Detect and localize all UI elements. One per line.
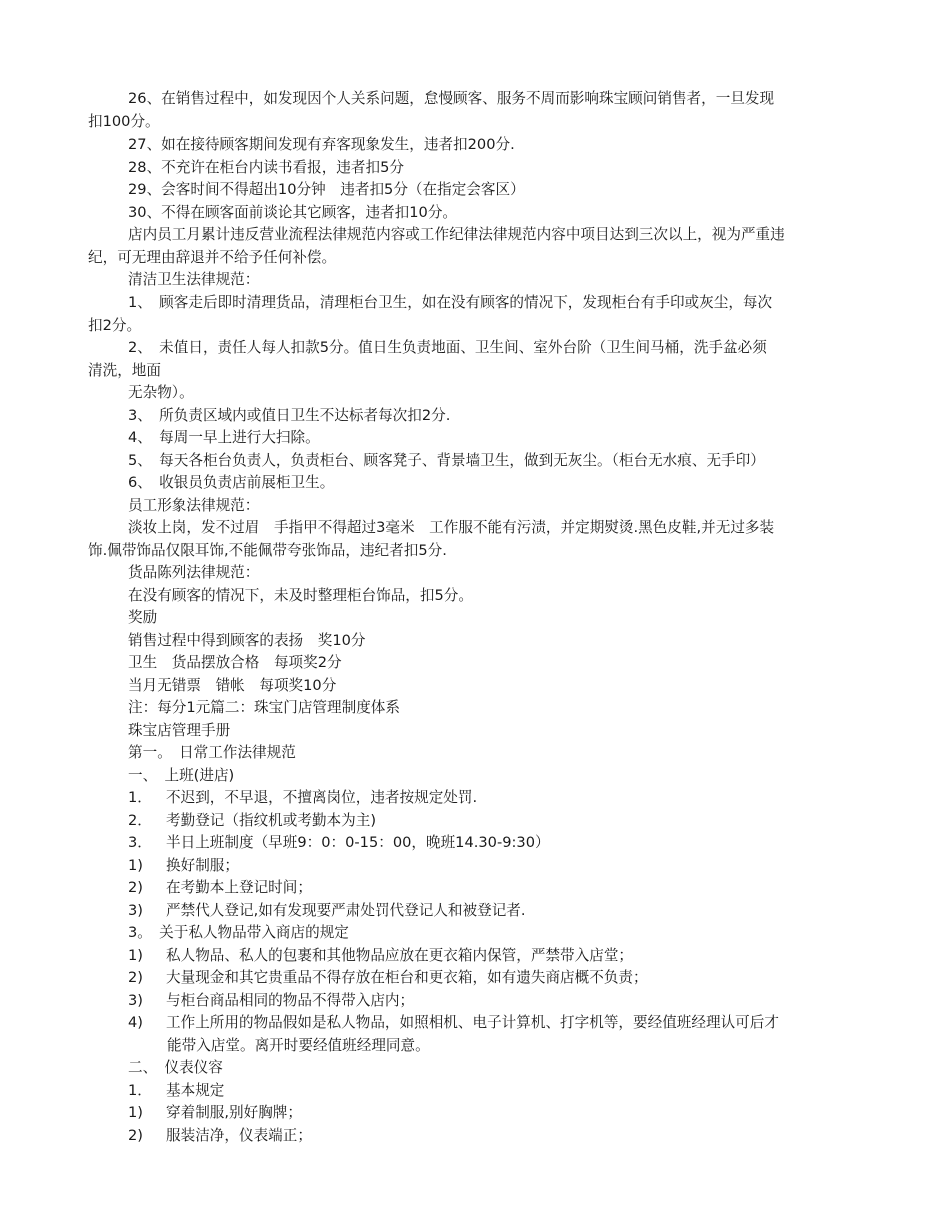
- list-text: 严禁代人登记,如有发现要严肃处罚代登记人和被登记者.: [166, 902, 526, 919]
- list-number: 1): [128, 857, 143, 874]
- list-item: [128, 1012, 908, 1034]
- list-number: 1．: [128, 789, 152, 806]
- list-item: [128, 1125, 908, 1147]
- text-line: 饰.佩带饰品仅限耳饰,不能佩带夸张饰品，违纪者扣5分.: [88, 542, 447, 559]
- list-text: 换好制服；: [166, 857, 239, 874]
- list-number: 2): [128, 969, 143, 986]
- list-item: [128, 810, 908, 832]
- text-line: 卫生 货品摆放合格 每项奖2分: [128, 654, 342, 671]
- text-line: 扣100分。: [88, 113, 160, 130]
- list-number: 3): [128, 992, 143, 1009]
- list-item: [128, 945, 908, 967]
- list-text: 工作上所用的物品假如是私人物品，如照相机、电子计算机、打字机等，要经值班经理认可后才: [166, 1014, 779, 1031]
- text-line: 26、在销售过程中，如发现因个人关系问题，怠慢顾客、服务不周而影响珠宝顾问销售者，一旦发现: [128, 90, 775, 107]
- list-item: [128, 787, 908, 809]
- section-heading: 员工形象法律规范：: [128, 497, 260, 514]
- list-number: 2): [128, 879, 143, 896]
- list-number: 1): [128, 947, 143, 964]
- list-item: [128, 877, 908, 899]
- list-number: 3．: [128, 834, 152, 851]
- list-number: 2．: [128, 812, 152, 829]
- text-line: 店内员工月累计违反营业流程法律规范内容或工作纪律法律规范内容中项目达到三次以上，视为严重违: [128, 226, 785, 243]
- section-heading: 货品陈列法律规范：: [128, 564, 260, 581]
- text-line: 3、 所负责区域内或值日卫生不达标者每次扣2分.: [128, 407, 451, 424]
- list-item: [128, 900, 908, 922]
- list-item: [128, 967, 908, 989]
- text-line: 淡妆上岗，发不过眉 手指甲不得超过3毫米 工作服不能有污渍，并定期熨烫.黑色皮鞋,并无过多装: [128, 519, 775, 536]
- list-text: 基本规定: [166, 1082, 225, 1099]
- list-number: 2): [128, 1127, 143, 1144]
- text-line: 1、 顾客走后即时清理货品，清理柜台卫生，如在没有顾客的情况下，发现柜台有手印或灰尘，每次: [128, 294, 773, 311]
- text-line: 当月无错票 错帐 每项奖10分: [128, 677, 337, 694]
- document-title: 珠宝店管理手册: [128, 722, 231, 739]
- text-line: 在没有顾客的情况下，未及时整理柜台饰品，扣5分。: [128, 587, 473, 604]
- list-text: 在考勤本上登记时间；: [166, 879, 312, 896]
- list-text: 考勤登记（指纹机或考勤本为主): [166, 812, 377, 829]
- list-text: 私人物品、私人的包裹和其他物品应放在更衣箱内保管，严禁带入店堂；: [166, 947, 634, 964]
- list-item: [128, 990, 908, 1012]
- section-heading: 清洁卫生法律规范：: [128, 271, 260, 288]
- list-item: [128, 1102, 908, 1124]
- text-line: 能带入店堂。离开时要经值班经理同意。: [167, 1037, 430, 1054]
- text-line: 6、 收银员负责店前展柜卫生。: [128, 474, 335, 491]
- text-line: 注：每分1元篇二：珠宝门店管理制度体系: [128, 699, 400, 716]
- text-line: 销售过程中得到顾客的表扬 奖10分: [128, 632, 366, 649]
- list-number: 3): [128, 902, 143, 919]
- text-line: 扣2分。: [88, 317, 142, 334]
- section-heading: 3。 关于私人物品带入商店的规定: [128, 924, 349, 941]
- list-number: 1): [128, 1104, 143, 1121]
- list-text: 不迟到，不早退，不擅离岗位，违者按规定处罚.: [166, 789, 478, 806]
- text-line: 5、 每天各柜台负责人，负责柜台、顾客凳子、背景墙卫生，做到无灰尘。（柜台无水痕、无手印）: [128, 452, 765, 469]
- list-text: 穿着制服,别好胸牌；: [166, 1104, 302, 1121]
- list-item: [128, 832, 908, 854]
- list-item: [128, 1080, 908, 1102]
- text-line: 4、 每周一早上进行大扫除。: [128, 429, 320, 446]
- section-heading: 奖励: [128, 609, 158, 626]
- section-heading: 二、 仪表仪容: [128, 1059, 223, 1076]
- list-text: 服装洁净，仪表端正；: [166, 1127, 312, 1144]
- list-text: 半日上班制度（早班9：0：0-15：00，晚班14.30-9:30）: [166, 834, 550, 851]
- list-number: 4): [128, 1014, 143, 1031]
- text-line: 清洗，地面: [88, 362, 161, 379]
- section-heading: 第一。 日常工作法律规范: [128, 744, 296, 761]
- list-text: 大量现金和其它贵重品不得存放在柜台和更衣箱，如有遗失商店概不负责；: [166, 969, 648, 986]
- text-line: 30、不得在顾客面前谈论其它顾客，违者扣10分。: [128, 204, 458, 221]
- text-line: 纪，可无理由辞退并不给予任何补偿。: [88, 249, 337, 266]
- list-item: [128, 855, 908, 877]
- text-line: 29、会客时间不得超出10分钟 违者扣5分（在指定会客区）: [128, 181, 525, 198]
- list-text: 与柜台商品相同的物品不得带入店内；: [166, 992, 415, 1009]
- text-line: 无杂物）。: [128, 384, 194, 401]
- section-heading: 一、 上班(进店): [128, 767, 235, 784]
- text-line: 28、不充许在柜台内读书看报，违者扣5分: [128, 159, 404, 176]
- text-line: 27、如在接待顾客期间发现有弃客现象发生，违者扣200分.: [128, 136, 515, 153]
- list-number: 1．: [128, 1082, 152, 1099]
- text-line: 2、 未值日，责任人每人扣款5分。值日生负责地面、卫生间、室外台阶（卫生间马桶，洗手盆必须: [128, 339, 767, 356]
